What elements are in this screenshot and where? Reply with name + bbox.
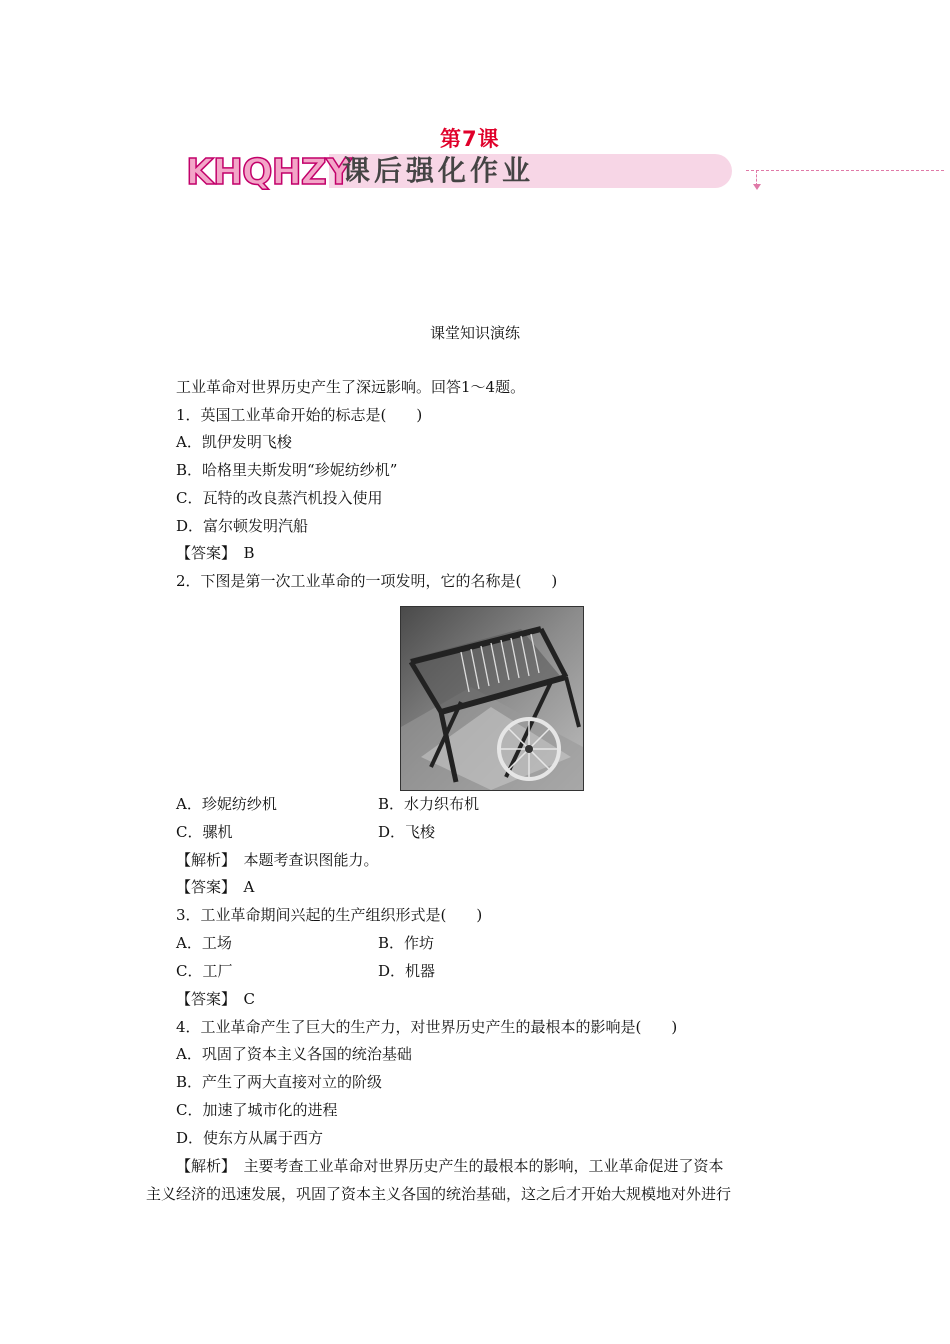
question-1-option-b: B．哈格里夫斯发明“珍妮纺纱机”: [176, 461, 398, 479]
question-2-option-b: B．水力织布机: [378, 795, 480, 813]
spinning-jenny-image: [400, 606, 584, 791]
question-2-answer: 【答案】 A: [176, 878, 255, 896]
question-3-option-b: B．作坊: [378, 934, 435, 952]
question-4-analysis-line-1: 【解析】 主要考查工业革命对世界历史产生的最根本的影响，工业革命促进了资本: [176, 1157, 724, 1175]
question-4-option-d: D．使东方从属于西方: [176, 1129, 324, 1147]
intro-text: 工业革命对世界历史产生了深远影响。回答1～4题。: [176, 378, 526, 396]
question-3-answer: 【答案】 C: [176, 990, 255, 1008]
question-3-stem: 3．工业革命期间兴起的生产组织形式是( ): [176, 906, 483, 924]
question-4-option-c: C．加速了城市化的进程: [176, 1101, 338, 1119]
banner-dashed-line: [746, 170, 944, 171]
question-2-analysis: 【解析】 本题考查识图能力。: [176, 851, 379, 869]
question-1-option-a: A．凯伊发明飞梭: [176, 433, 292, 451]
lesson-number: 第7课: [440, 127, 500, 151]
question-1-option-c: C．瓦特的改良蒸汽机投入使用: [176, 489, 383, 507]
question-3-option-a: A．工场: [176, 934, 232, 952]
banner-code: KHQHZY: [186, 152, 351, 193]
question-2-option-d: D．飞梭: [378, 823, 436, 841]
question-1-answer: 【答案】 B: [176, 544, 255, 562]
question-4-option-a: A．巩固了资本主义各国的统治基础: [176, 1045, 412, 1063]
question-4-analysis-line-2: 主义经济的迅速发展，巩固了资本主义各国的统治基础，这之后才开始大规模地对外进行: [146, 1185, 732, 1203]
question-2-option-c: C．骡机: [176, 823, 233, 841]
question-2-option-a: A．珍妮纺纱机: [176, 795, 277, 813]
header-banner: [186, 150, 761, 200]
question-3-option-d: D．机器: [378, 962, 436, 980]
question-1-stem: 1．英国工业革命开始的标志是( ): [176, 406, 423, 424]
question-1-option-d: D．富尔顿发明汽船: [176, 517, 309, 535]
section-title: 课堂知识演练: [429, 324, 520, 342]
banner-arrow-icon: [756, 170, 757, 186]
question-2-stem: 2．下图是第一次工业革命的一项发明，它的名称是( ): [176, 572, 558, 590]
question-4-stem: 4．工业革命产生了巨大的生产力，对世界历史产生的最根本的影响是( ): [176, 1018, 678, 1036]
question-3-option-c: C．工厂: [176, 962, 233, 980]
banner-title: 课后强化作业: [342, 154, 535, 187]
question-4-option-b: B．产生了两大直接对立的阶级: [176, 1073, 383, 1091]
